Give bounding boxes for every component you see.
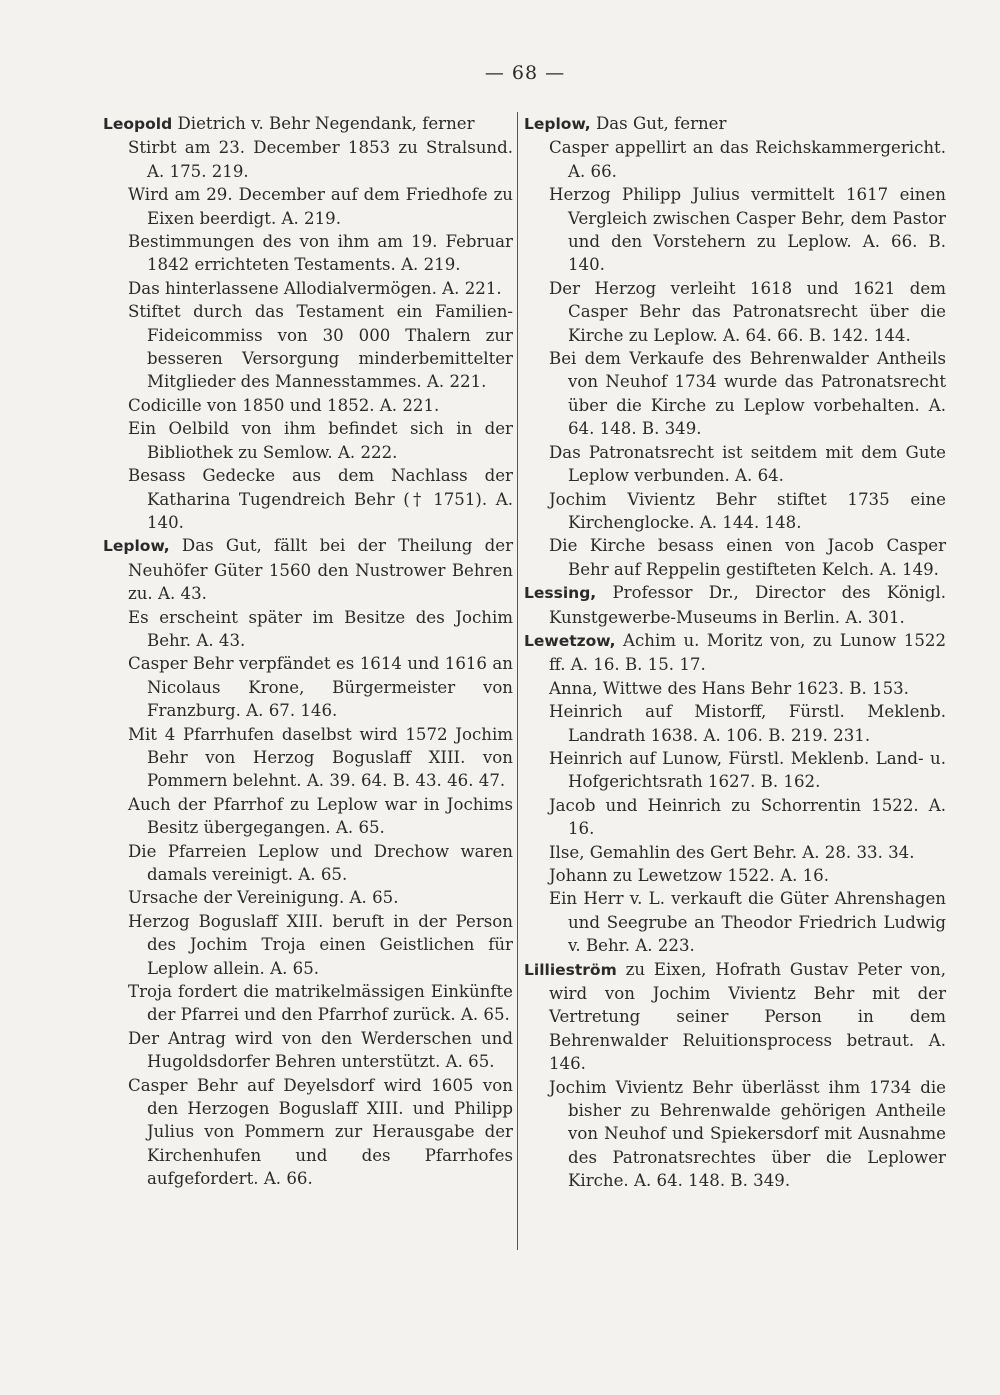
subentry: Mit 4 Pfarrhufen daselbst wird 1572 Jochim Behr von Herzog Boguslaff XIII. von Pommern belehnt. A. 39. 64. B. 43. 46. 47. — [128, 724, 513, 791]
subentry: Jochim Vivientz Behr überlässt ihm 1734 die bisher zu Behrenwalde gehörigen Antheile von Neuhof und Spiekersdorf mit Ausnahme des Patronatsrechtes über die Leplower Kirche. A. 64. 148. B. 349. — [549, 1077, 946, 1191]
entry-leopold — [103, 112, 513, 534]
headword: Leplow, — [524, 115, 591, 133]
entry-lessing — [524, 581, 946, 629]
entry-text: Achim u. Moritz von, zu Lunow 1522 ff. A. 16. B. 15. 17. — [549, 630, 947, 675]
headword: Lessing, — [524, 584, 597, 603]
subentry: Das Patronatsrecht ist seitdem mit dem Gute Leplow verbunden. A. 64. — [549, 442, 946, 486]
subentry: Der Herzog verleiht 1618 und 1621 dem Casper Behr das Patronatsrecht über die Kirche zu Leplow. A. 64. 66. B. 142. 144. — [549, 278, 946, 345]
column-divider — [517, 112, 518, 1250]
entry-head-line — [524, 112, 946, 136]
headword: Lillieström — [524, 960, 617, 979]
subentry: Die Kirche besass einen von Jacob Casper Behr auf Reppelin gestifteten Kelch. A. 149. — [549, 536, 946, 579]
page-number: — 68 — — [484, 62, 566, 84]
right-column — [524, 112, 946, 1193]
subentry: Besass Gedecke aus dem Nachlass der Katharina Tugendreich Behr († 1751). A. 140. — [128, 466, 513, 532]
subentry: Ein Oelbild von ihm befindet sich in der Bibliothek zu Semlow. A. 222. — [128, 419, 513, 462]
subentry: Stiftet durch das Testament ein Familien-Fideicommiss von 30 000 Thalern zur besseren Versorgung minderbemittelter Mitglieder des Mannesstammes. A. 221. — [128, 302, 513, 392]
entry-head-line — [103, 534, 513, 605]
entry-leplow — [103, 534, 513, 1190]
subentry: Es erscheint später im Besitze des Jochim Behr. A. 43. — [128, 607, 513, 650]
subentry: Wird am 29. December auf dem Friedhofe zu Eixen beerdigt. A. 219. — [128, 185, 513, 228]
subentry: Casper Behr verpfändet es 1614 und 1616 an Nicolaus Krone, Bürgermeister von Franzburg. A. 67. 146. — [128, 654, 513, 721]
headword: Leopold — [103, 115, 173, 133]
subentry: Ein Herr v. L. verkauft die Güter Ahrenshagen und Seegrube an Theodor Friedrich Ludwig v. Behr. A. 223. — [549, 889, 946, 956]
subentry: Jochim Vivientz Behr stiftet 1735 eine Kirchenglocke. A. 144. 148. — [549, 489, 946, 532]
subentry: Auch der Pfarrhof zu Leplow war in Jochims Besitz übergegangen. A. 65. — [128, 794, 513, 838]
entry-leplow-continued — [524, 112, 946, 581]
subentry: Der Antrag wird von den Werderschen und Hugoldsdorfer Behren unterstützt. A. 65. — [128, 1028, 513, 1072]
subentry: Jacob und Heinrich zu Schorrentin 1522. A. 16. — [549, 795, 946, 839]
entry-head-line — [524, 581, 946, 629]
subentry: Casper appellirt an das Reichskammergericht. A. 66. — [549, 138, 946, 181]
subentry: Codicille von 1850 und 1852. A. 221. — [128, 395, 440, 415]
entry-text: Dietrich v. Behr Negendank, ferner — [177, 114, 475, 133]
left-column — [103, 112, 513, 1191]
subentry: Heinrich auf Lunow, Fürstl. Meklenb. Land- u. Hofgerichtsrath 1627. B. 162. — [549, 748, 946, 792]
subentry: Anna, Wittwe des Hans Behr 1623. B. 153. — [549, 678, 909, 698]
subentry: Stirbt am 23. December 1853 zu Stralsund. A. 175. 219. — [128, 138, 513, 181]
subentry: Heinrich auf Mistorff, Fürstl. Meklenb. Landrath 1638. A. 106. B. 219. 231. — [549, 702, 946, 745]
subentry: Das hinterlassene Allodialvermögen. A. 221. — [128, 278, 502, 298]
subentry: Troja fordert die matrikelmässigen Einkünfte der Pfarrei und den Pfarrhof zurück. A. 65. — [128, 982, 513, 1025]
entry-text: Professor Dr., Director des Königl. Kunstgewerbe-Museums in Berlin. A. 301. — [549, 583, 946, 627]
entry-text: Das Gut, fällt bei der Theilung der Neuhöfer Güter 1560 den Nustrower Behren zu. A. 43. — [128, 536, 513, 604]
entry-lilliestroem — [524, 958, 946, 1193]
headword: Leplow, — [103, 537, 170, 556]
subentry: Johann zu Lewetzow 1522. A. 16. — [549, 866, 830, 885]
entry-text: Das Gut, ferner — [595, 114, 727, 133]
headword: Lewetzow, — [524, 631, 616, 650]
subentry: Herzog Philipp Julius vermittelt 1617 einen Vergleich zwischen Casper Behr, dem Pastor und den Vorstehern zu Leplow. A. 66. B. 140. — [549, 185, 946, 275]
subentry: Herzog Boguslaff XIII. beruft in der Person des Jochim Troja einen Geistlichen für Leplow allein. A. 65. — [128, 911, 513, 978]
entry-head-line — [524, 958, 946, 1076]
subentry: Ursache der Vereinigung. A. 65. — [128, 888, 399, 908]
entry-text: zu Eixen, Hofrath Gustav Peter von, wird von Jochim Vivientz Behr mit der Vertretung seiner Person in dem Behrenwalder Reluitionsprocess betraut. A. 146. — [549, 959, 946, 1074]
entry-head-line — [103, 112, 513, 136]
entry-lewetzow — [524, 629, 946, 958]
subentry: Bei dem Verkaufe des Behrenwalder Antheils von Neuhof 1734 wurde das Patronatsrecht über die Kirche zu Leplow vorbehalten. A. 64. 148. B. 349. — [549, 349, 946, 439]
entry-head-line — [524, 629, 946, 677]
subentry: Die Pfarreien Leplow und Drechow waren damals vereinigt. A. 65. — [128, 841, 513, 884]
subentry: Casper Behr auf Deyelsdorf wird 1605 von den Herzogen Boguslaff XIII. und Philipp Julius von Pommern zur Herausgabe der Kirchenhufen und des Pfarrhofes aufgefordert. A. 66. — [128, 1075, 513, 1189]
subentry: Ilse, Gemahlin des Gert Behr. A. 28. 33. 34. — [549, 842, 915, 862]
subentry: Bestimmungen des von ihm am 19. Februar 1842 errichteten Testaments. A. 219. — [128, 232, 513, 275]
